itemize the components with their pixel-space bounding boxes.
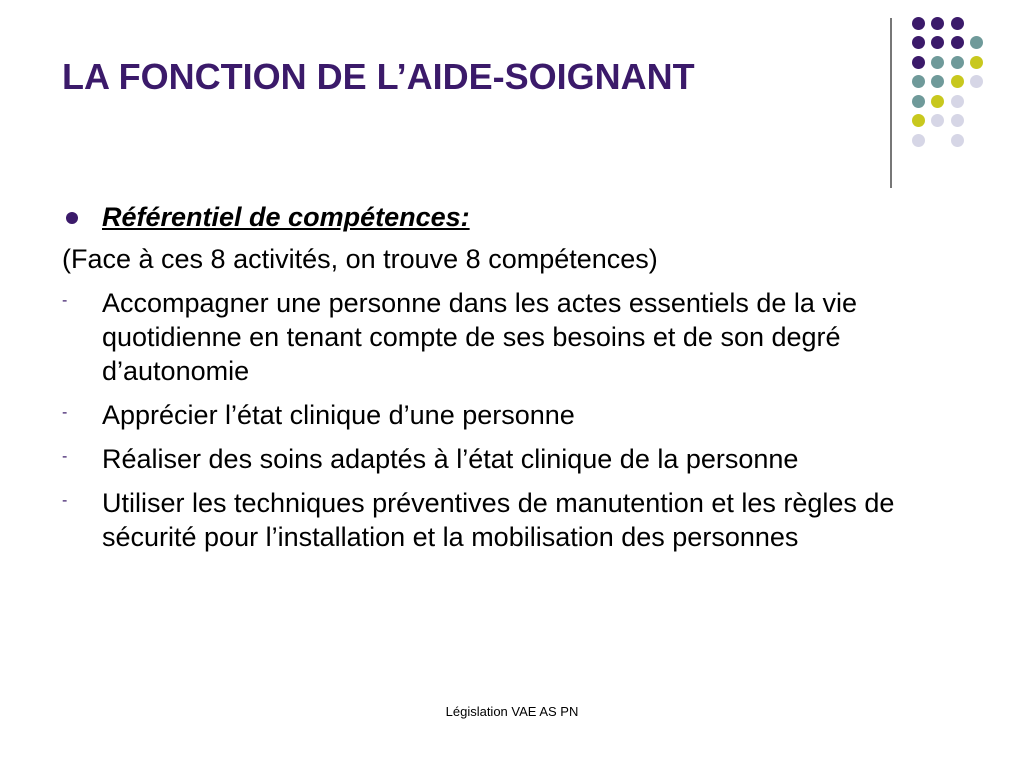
section-heading: Référentiel de compétences: (102, 202, 470, 232)
dash-bullet-icon: - (62, 492, 68, 509)
decorative-dot-icon (912, 95, 925, 108)
slide-body (62, 200, 982, 554)
decorative-dot-icon (931, 17, 944, 30)
decorative-divider-line (890, 18, 892, 188)
list-item-text: Utiliser les techniques préventives de manutention et les règles de sécurité pour l’installation et la mobilisation des personnes (102, 488, 895, 552)
slide-title: LA FONCTION DE L’AIDE-SOIGNANT (62, 56, 695, 97)
dash-bullet-icon: - (62, 448, 68, 465)
decorative-dot-icon (970, 75, 983, 88)
decorative-dot-icon (951, 36, 964, 49)
dash-bullet-icon: - (62, 404, 68, 421)
decorative-dot-icon (912, 17, 925, 30)
list-item-text: Apprécier l’état clinique d’une personne (102, 400, 575, 430)
decorative-dot-icon (931, 36, 944, 49)
decorative-dot-icon (931, 114, 944, 127)
list-item (62, 286, 982, 388)
list-item (62, 442, 982, 476)
decorative-dot-icon (970, 56, 983, 69)
decorative-dot-icon (931, 75, 944, 88)
intro-text: (Face à ces 8 activités, on trouve 8 compétences) (62, 244, 658, 274)
decorative-dot-icon (931, 95, 944, 108)
decorative-dot-icon (912, 36, 925, 49)
decorative-dot-icon (912, 134, 925, 147)
bullet-dot-icon (66, 212, 78, 224)
dash-bullet-icon: - (62, 292, 68, 309)
decorative-dot-icon (912, 114, 925, 127)
decorative-dot-icon (931, 56, 944, 69)
decorative-dot-grid (0, 0, 1024, 200)
slide-footer: Législation VAE AS PN (445, 704, 579, 719)
decorative-dot-icon (951, 56, 964, 69)
decorative-dot-icon (970, 36, 983, 49)
section-heading-row (62, 200, 982, 234)
decorative-dot-icon (951, 95, 964, 108)
list-item-text: Réaliser des soins adaptés à l’état clinique de la personne (102, 444, 799, 474)
decorative-dot-icon (951, 114, 964, 127)
decorative-dot-icon (951, 75, 964, 88)
list-item (62, 398, 982, 432)
decorative-dot-icon (912, 75, 925, 88)
decorative-dot-icon (951, 17, 964, 30)
decorative-dot-icon (951, 134, 964, 147)
list-item-text: Accompagner une personne dans les actes essentiels de la vie quotidienne en tenant compte de ses besoins et de son degré d’autonomie (102, 288, 857, 386)
decorative-dot-icon (912, 56, 925, 69)
list-item (62, 486, 982, 554)
